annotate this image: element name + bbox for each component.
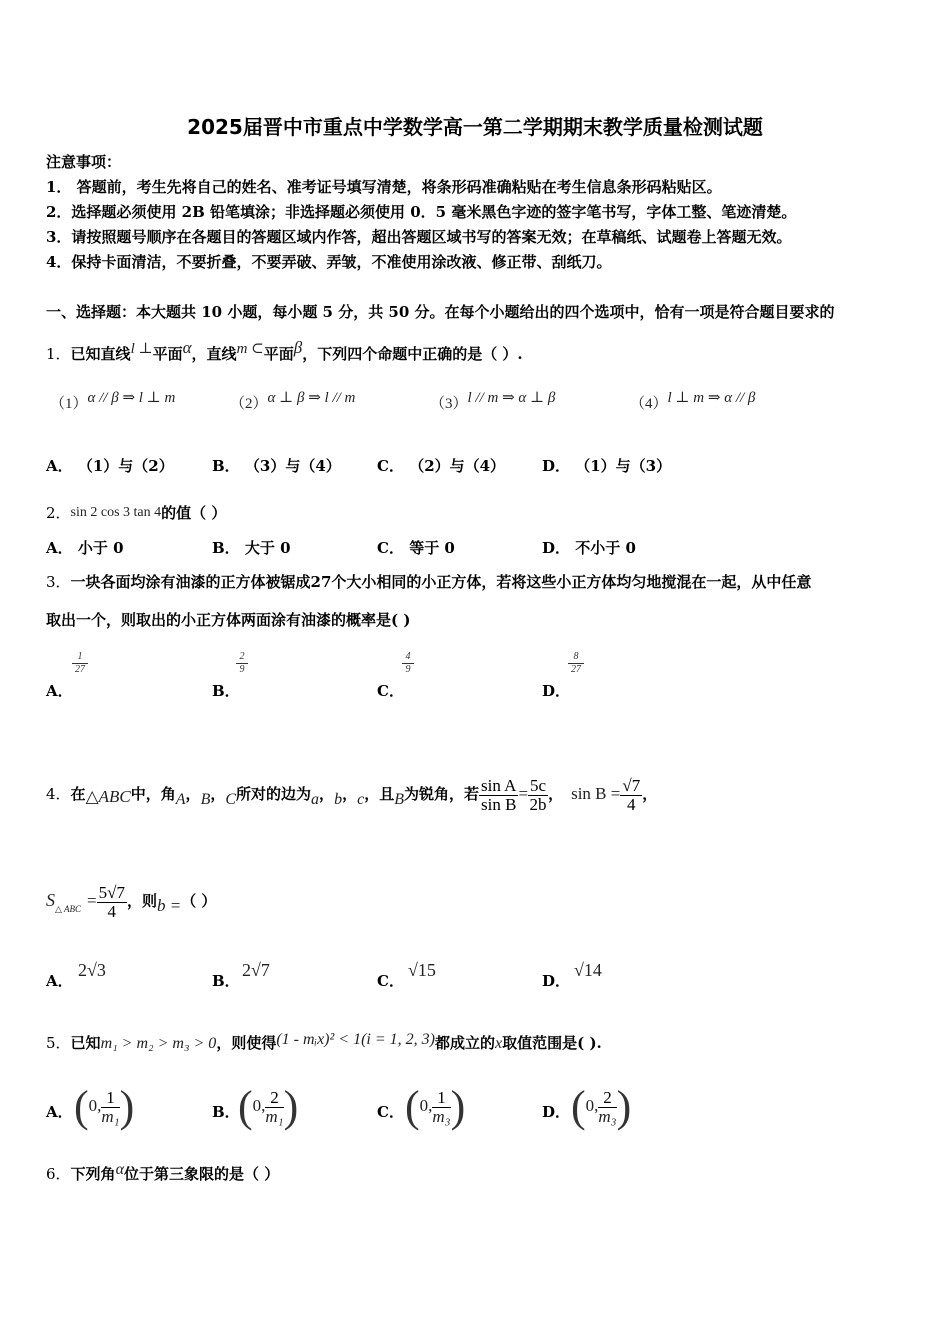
option-a[interactable] — [46, 538, 124, 558]
option-value: 2√7 — [242, 960, 270, 980]
q-text: 下列角 — [70, 1165, 116, 1183]
option-text: （2）与（4） — [409, 457, 506, 475]
question-number: 1． — [46, 345, 71, 363]
option-b[interactable] — [212, 681, 240, 701]
question-3-line2: 取出一个，则取出的小正方体两面涂有油漆的概率是( ) — [46, 611, 411, 629]
frac-num: 4 — [402, 651, 414, 664]
paren: ( — [238, 1082, 253, 1131]
math: 0, — [585, 1096, 599, 1115]
math: 0, — [88, 1096, 102, 1115]
frac-num: 5c — [530, 775, 547, 795]
statement-3 — [430, 388, 555, 414]
option-letter: B． — [212, 1103, 240, 1121]
math: = — [518, 784, 529, 803]
stmt-label: （2） — [230, 396, 268, 412]
option-c[interactable] — [377, 538, 455, 558]
math: (1 - mᵢx)² < 1(i = 1, 2, 3) — [276, 1031, 435, 1048]
q-text: 已知直线 — [70, 345, 131, 363]
q-text: （ ） — [181, 892, 217, 910]
option-letter: C． — [377, 1103, 404, 1121]
option-a[interactable] — [46, 971, 73, 991]
math: △ ABC — [55, 904, 82, 914]
stmt-expr: α ⊥ β ⇒ l // m — [267, 390, 356, 406]
option-c[interactable] — [377, 681, 404, 701]
option-b[interactable] — [212, 971, 240, 991]
option-interval — [571, 1078, 631, 1134]
q-text: ，且 — [364, 785, 395, 803]
math: b = — [156, 896, 182, 915]
frac-den: 4 — [107, 901, 117, 921]
stmt-expr: l ⊥ m ⇒ α // β — [667, 390, 756, 406]
math: β — [293, 338, 303, 357]
statement-2 — [230, 388, 355, 414]
option-c[interactable] — [377, 456, 505, 476]
option-letter: D． — [542, 1103, 571, 1121]
option-letter: C． — [377, 972, 404, 990]
stmt-expr: α // β ⇒ l ⊥ m — [87, 390, 176, 406]
math: x — [495, 1035, 503, 1052]
option-b[interactable] — [212, 1102, 240, 1122]
fraction — [265, 1089, 283, 1126]
frac-den: 27 — [75, 664, 85, 675]
math: c — [357, 791, 365, 808]
fraction — [598, 1089, 616, 1126]
frac-num: 2 — [598, 1089, 616, 1108]
q-text: 一块各面均涂有油漆的正方体被锯成27个大小相同的小正方体，若将这些小正方体均匀地搅混在一起，从中任意 — [70, 573, 812, 591]
option-letter: B． — [212, 457, 240, 475]
frac-num: 8 — [568, 651, 584, 664]
option-d[interactable] — [542, 538, 636, 558]
frac-num: sin A — [481, 775, 517, 795]
option-d[interactable] — [542, 1102, 570, 1122]
option-letter: B． — [212, 972, 240, 990]
frac-den: 9 — [405, 664, 411, 675]
option-fraction — [568, 651, 584, 676]
question-6 — [46, 1160, 279, 1184]
q-text: ， — [548, 785, 564, 803]
frac-den: 27 — [571, 664, 581, 675]
math: α — [115, 1161, 124, 1178]
q-text: ， — [319, 785, 335, 803]
option-letter: A． — [46, 1103, 73, 1121]
math: = — [87, 891, 97, 910]
q-text: 位于第三象限的是（ ） — [123, 1165, 280, 1183]
q-text: ，下列四个命题中正确的是（ ）. — [302, 345, 523, 363]
math: B — [394, 791, 404, 808]
paren: ) — [616, 1082, 632, 1131]
fraction — [620, 777, 642, 814]
option-text: 小于 0 — [77, 539, 124, 557]
option-letter: B． — [212, 682, 240, 700]
math: A — [175, 791, 186, 808]
option-text: （3）与（4） — [244, 457, 341, 475]
option-letter: A． — [46, 972, 73, 990]
option-letter: C． — [377, 457, 404, 475]
page-title: 2025届晋中市重点中学数学高一第二学期期末教学质量检测试题 — [187, 115, 763, 139]
option-d[interactable] — [542, 681, 570, 701]
q-text: ，则使得 — [216, 1034, 277, 1052]
q-text: ， — [642, 785, 658, 803]
math: △ABC — [85, 787, 131, 806]
paren: ( — [571, 1082, 586, 1131]
option-value: √15 — [408, 960, 436, 980]
q-text: ， — [210, 785, 226, 803]
math: m ⊂ — [236, 341, 264, 357]
math: B — [200, 791, 211, 808]
statement-1 — [50, 388, 175, 414]
q-text: 的值（ ） — [161, 504, 227, 522]
option-d[interactable] — [542, 971, 570, 991]
stmt-label: （1） — [50, 396, 88, 412]
question-3 — [46, 572, 811, 592]
notice-item: 2．选择题必须使用 2B 铅笔填涂；非选择题必须使用 0．5 毫米黑色字迹的签字笔书写，字体工整、笔迹清楚。 — [46, 203, 797, 221]
notice-item: 3．请按照题号顺序在各题目的答题区域内作答，超出答题区域书写的答案无效；在草稿纸、试题卷上答题无效。 — [46, 228, 792, 246]
option-fraction — [236, 651, 248, 676]
paren: ( — [74, 1082, 89, 1131]
notice-item: 1． 答题前，考生先将自己的姓名、准考证号填写清楚，将条形码准确粘贴在考生信息条形码粘贴区。 — [46, 178, 722, 196]
option-text: （1）与（3） — [575, 457, 672, 475]
option-letter: B． — [212, 539, 240, 557]
frac-den: m₃ — [432, 1106, 451, 1126]
question-5 — [46, 1030, 602, 1054]
math: sin B = — [571, 784, 621, 803]
frac-num: √7 — [622, 775, 641, 795]
option-letter: D． — [542, 539, 571, 557]
frac-den: m₁ — [101, 1106, 120, 1126]
notice-heading: 注意事项： — [46, 153, 122, 171]
fraction — [528, 777, 548, 814]
question-number: 6． — [46, 1165, 71, 1183]
math: 0, — [252, 1096, 266, 1115]
frac-num: 1 — [72, 651, 88, 664]
q-text: 取值范围是( ). — [502, 1034, 602, 1052]
math: 0, — [419, 1096, 433, 1115]
option-b[interactable] — [212, 456, 341, 476]
option-interval — [238, 1078, 298, 1134]
option-letter: D． — [542, 972, 571, 990]
paren: ) — [283, 1082, 299, 1131]
option-text: （1）与（2） — [77, 457, 174, 475]
frac-num: 1 — [101, 1089, 119, 1108]
option-fraction — [402, 651, 414, 676]
fraction — [432, 1089, 450, 1126]
section-heading: 一、选择题：本大题共 10 小题，每小题 5 分，共 50 分。在每个小题给出的四个选项中，恰有一项是符合题目要求的 — [46, 303, 835, 321]
option-interval — [405, 1078, 465, 1134]
frac-den: m₁ — [265, 1106, 284, 1126]
option-letter: D． — [542, 457, 571, 475]
question-4-line2 — [46, 880, 216, 920]
question-2 — [46, 503, 226, 523]
fraction — [97, 884, 127, 921]
option-b[interactable] — [212, 538, 291, 558]
question-number: 2． — [46, 504, 71, 522]
q-text: 所对的边为 — [236, 785, 312, 803]
question-number: 3． — [46, 573, 71, 591]
q-text: 为锐角，若 — [403, 785, 479, 803]
q-text: 都成立的 — [435, 1034, 496, 1052]
option-letter: D． — [542, 682, 571, 700]
frac-num: 1 — [432, 1089, 450, 1108]
q-text: 平面 — [152, 345, 183, 363]
option-text: 不小于 0 — [575, 539, 636, 557]
option-a[interactable] — [46, 681, 73, 701]
paren: ( — [405, 1082, 420, 1131]
math: b — [334, 791, 343, 808]
question-4 — [46, 774, 657, 814]
option-text: 等于 0 — [409, 539, 455, 557]
q-text: ，则 — [126, 892, 157, 910]
option-c[interactable] — [377, 1102, 404, 1122]
option-text: 大于 0 — [244, 539, 291, 557]
option-fraction — [72, 651, 88, 676]
paren: ) — [450, 1082, 466, 1131]
notice-item: 4．保持卡面清洁，不要折叠，不要弄破、弄皱，不准使用涂改液、修正带、刮纸刀。 — [46, 253, 612, 271]
stmt-label: （3） — [430, 396, 468, 412]
frac-den: 4 — [627, 794, 636, 814]
option-letter: A． — [46, 539, 73, 557]
option-letter: C． — [377, 539, 404, 557]
frac-num: 5√7 — [98, 882, 125, 902]
frac-den: 9 — [239, 664, 245, 675]
option-letter: A． — [46, 457, 73, 475]
q-text: ， — [342, 785, 358, 803]
q-text: 已知 — [70, 1034, 101, 1052]
option-letter: A． — [46, 682, 73, 700]
stmt-label: （4） — [630, 396, 668, 412]
option-a[interactable] — [46, 1102, 73, 1122]
q-text: 平面 — [263, 345, 294, 363]
math: C — [225, 791, 237, 808]
fraction — [101, 1089, 119, 1126]
question-1 — [46, 338, 523, 364]
q-text: ，直线 — [191, 345, 237, 363]
question-number: 4． — [46, 785, 71, 803]
math: l ⊥ — [130, 341, 153, 357]
option-c[interactable] — [377, 971, 404, 991]
fraction — [479, 777, 518, 814]
statement-4 — [630, 388, 755, 414]
math: sin 2 cos 3 tan 4 — [70, 505, 162, 520]
frac-den: sin B — [481, 794, 517, 814]
paren: ) — [119, 1082, 135, 1131]
q-text: 中，角 — [130, 785, 176, 803]
math: α — [182, 338, 192, 357]
frac-num: 2 — [265, 1089, 283, 1108]
math: a — [311, 791, 320, 808]
option-value: 2√3 — [78, 960, 106, 980]
option-a[interactable] — [46, 456, 174, 476]
option-d[interactable] — [542, 456, 671, 476]
frac-num: 2 — [236, 651, 248, 664]
q-text: 在 — [70, 785, 86, 803]
option-value: √14 — [574, 960, 602, 980]
stmt-expr: l // m ⇒ α ⊥ β — [467, 390, 556, 406]
option-interval — [74, 1078, 134, 1134]
frac-den: m₃ — [598, 1106, 617, 1126]
math: S — [46, 890, 55, 910]
math: m₁ > m₂ > m₃ > 0 — [100, 1035, 217, 1052]
question-number: 5． — [46, 1034, 71, 1052]
q-text: ， — [185, 785, 201, 803]
frac-den: 2b — [529, 794, 547, 814]
option-letter: C． — [377, 682, 404, 700]
